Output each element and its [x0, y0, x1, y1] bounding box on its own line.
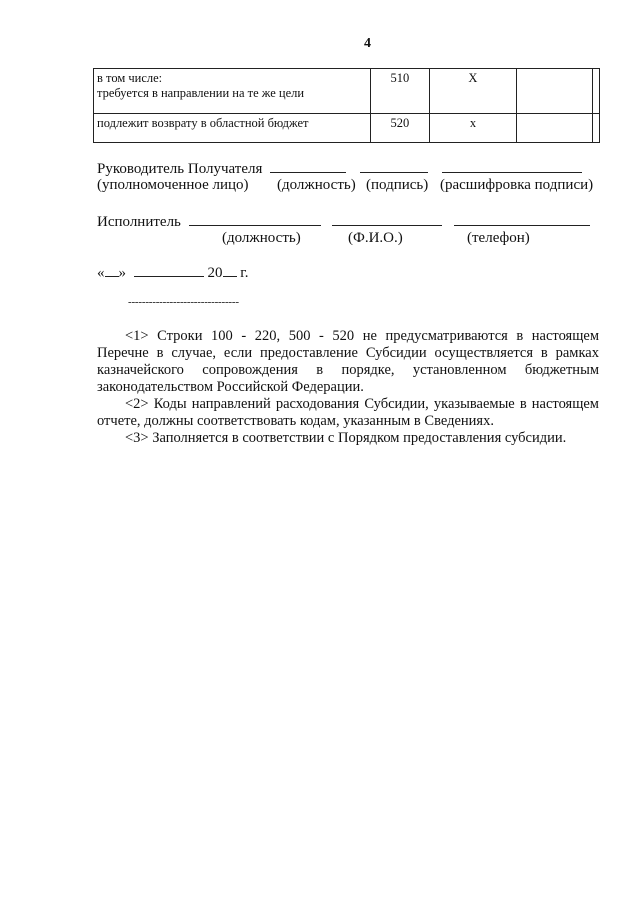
- position-blank: [270, 158, 346, 173]
- year-blank: [223, 262, 237, 277]
- executor-phone-blank: [454, 211, 590, 226]
- footnote-2: <2> Коды направлений расходования Субсидии, указываемые в настоящем отчете, должны соответствовать кодам, указанным в Сведениях.: [97, 396, 599, 429]
- caption-position-wrap: [277, 177, 356, 194]
- executor-caption-phone: (телефон): [467, 230, 530, 246]
- row-code-cell: 510: [371, 69, 429, 114]
- date-line: [97, 262, 248, 282]
- row-name-cell: [94, 114, 371, 143]
- footnotes: [97, 328, 599, 447]
- month-blank: [134, 262, 204, 277]
- footnote-separator: --------------------------------: [128, 296, 239, 308]
- table-row: [94, 114, 600, 143]
- executor-line: [97, 211, 590, 231]
- date-open-quote: «: [97, 265, 105, 281]
- caption-authorized: (уполномоченное лицо): [97, 177, 249, 193]
- executor-name-blank: [332, 211, 442, 226]
- head-captions: [97, 177, 249, 194]
- executor-caption-phone-wrap: [467, 230, 530, 247]
- row-name-line: в том числе:: [97, 71, 163, 85]
- row-name-line: подлежит возврату в областной бюджет: [97, 116, 309, 130]
- decoding-blank: [442, 158, 582, 173]
- report-table: [93, 68, 600, 143]
- row-name-line: требуется в направлении на те же цели: [97, 86, 305, 100]
- empty-cell: [593, 114, 600, 143]
- executor-caption-position: (должность): [222, 230, 301, 246]
- row-name-cell: [94, 69, 371, 114]
- executor-caption-name-wrap: [348, 230, 403, 247]
- signature-blank: [360, 158, 428, 173]
- empty-cell: [517, 69, 593, 114]
- caption-decoding-wrap: [440, 177, 593, 194]
- footnote-1: <1> Строки 100 - 220, 500 - 520 не предусматриваются в настоящем Перечне в случае, если предоставление Субсидии осуществляется в рамках казначейского сопровождения в порядке, установленном бюджетным законодательством Российской Федерации.: [97, 328, 599, 395]
- head-label: Руководитель Получателя: [97, 161, 263, 177]
- executor-caption-name: (Ф.И.О.): [348, 230, 403, 246]
- footnote-3: <3> Заполняется в соответствии с Порядком предоставления субсидии.: [125, 430, 567, 446]
- caption-position: (должность): [277, 177, 356, 193]
- row-value-cell: X: [429, 69, 517, 114]
- executor-caption-position-wrap: [222, 230, 301, 247]
- day-blank: [105, 262, 119, 277]
- caption-signature-wrap: [366, 177, 428, 194]
- date-close-quote: »: [118, 265, 126, 281]
- row-code-cell: 520: [371, 114, 429, 143]
- empty-cell: [517, 114, 593, 143]
- head-signature-line: [97, 158, 582, 178]
- caption-signature: (подпись): [366, 177, 429, 193]
- date-year: 20: [207, 265, 223, 281]
- table-row: [94, 69, 600, 114]
- row-value-cell: x: [429, 114, 517, 143]
- empty-cell: [593, 69, 600, 114]
- date-suffix: г.: [240, 265, 249, 281]
- page-number: 4: [364, 36, 371, 51]
- executor-position-blank: [189, 211, 321, 226]
- caption-decoding: (расшифровка подписи): [440, 177, 594, 193]
- executor-label: Исполнитель: [97, 214, 181, 230]
